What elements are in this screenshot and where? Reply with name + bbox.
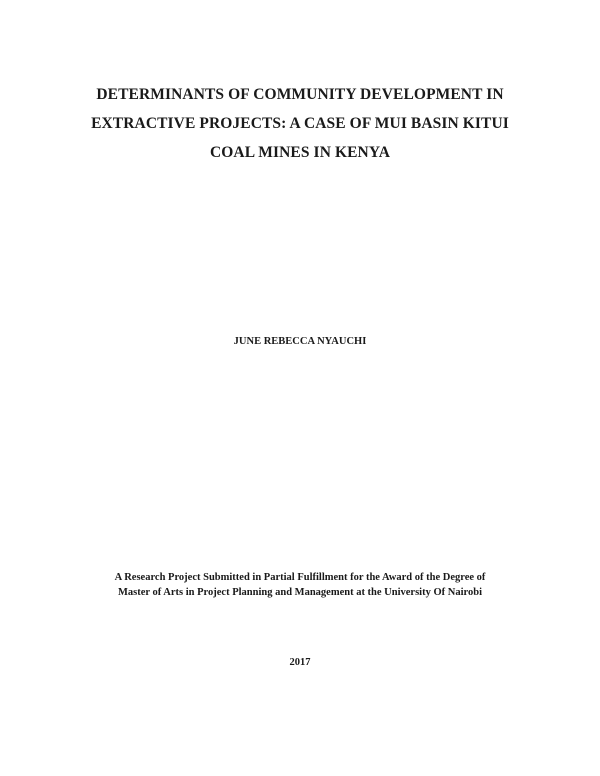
submission-statement	[40, 570, 560, 600]
author-name: JUNE REBECCA NYAUCHI	[233, 336, 367, 347]
submission-line-1: A Research Project Submitted in Partial Fulfillment for the Award of the Degree of	[114, 572, 486, 583]
submission-year: 2017	[289, 657, 311, 668]
title-line-2: EXTRACTIVE PROJECTS: A CASE OF MUI BASIN KITUI	[91, 115, 509, 132]
title-line-1: DETERMINANTS OF COMMUNITY DEVELOPMENT IN	[96, 86, 504, 103]
submission-line-2: Master of Arts in Project Planning and Management at the University Of Nairobi	[118, 587, 482, 598]
title-line-3: COAL MINES IN KENYA	[209, 144, 391, 161]
document-title	[60, 80, 540, 167]
